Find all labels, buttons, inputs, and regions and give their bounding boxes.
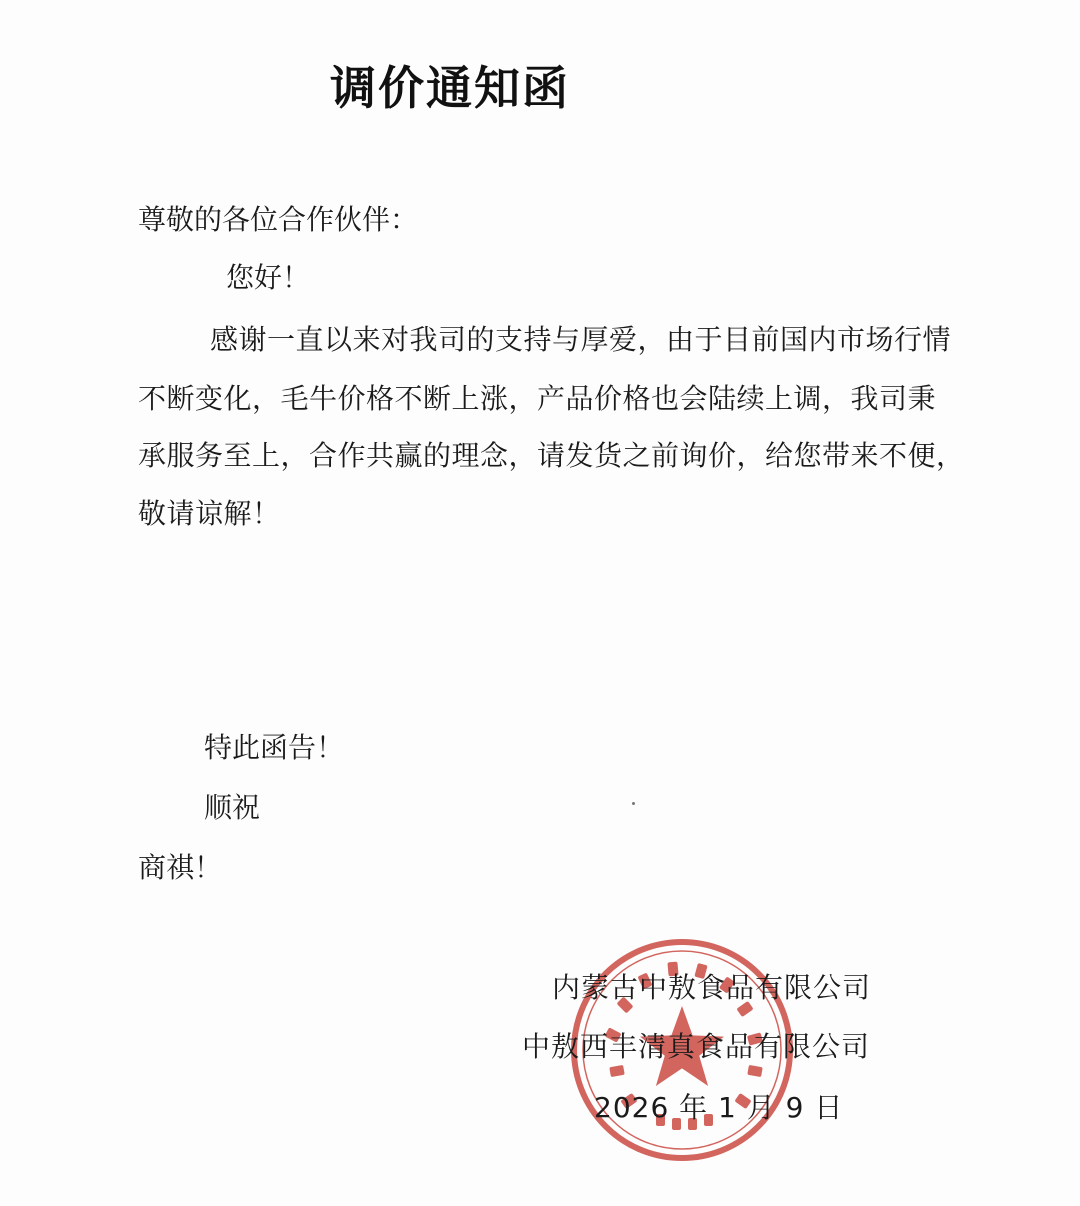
salutation: 尊敬的各位合作伙伴： [138,203,419,236]
closing-notice: 特此函告！ [204,731,345,764]
greeting: 您好！ [226,261,311,294]
closing-regards: 顺祝 [204,791,261,824]
document-date: 2026 年 1 月 9 日 [594,1091,844,1124]
document-title: 调价通知函 [330,61,570,115]
closing-wish: 商祺！ [138,851,223,884]
body-line-4: 敬请谅解！ [138,497,281,530]
body-line-1: 感谢一直以来对我司的支持与厚爱，由于目前国内市场行情 [210,323,952,356]
signature-company-2: 中敖西丰清真食品有限公司 [522,1030,871,1063]
signature-company-1: 内蒙古中敖食品有限公司 [552,971,872,1004]
body-line-2: 不断变化，毛牛价格不断上涨，产品价格也会陆续上调，我司秉 [138,382,937,415]
scan-speck [632,802,635,805]
body-line-3: 承服务至上，合作共赢的理念，请发货之前询价，给您带来不便， [138,439,965,472]
